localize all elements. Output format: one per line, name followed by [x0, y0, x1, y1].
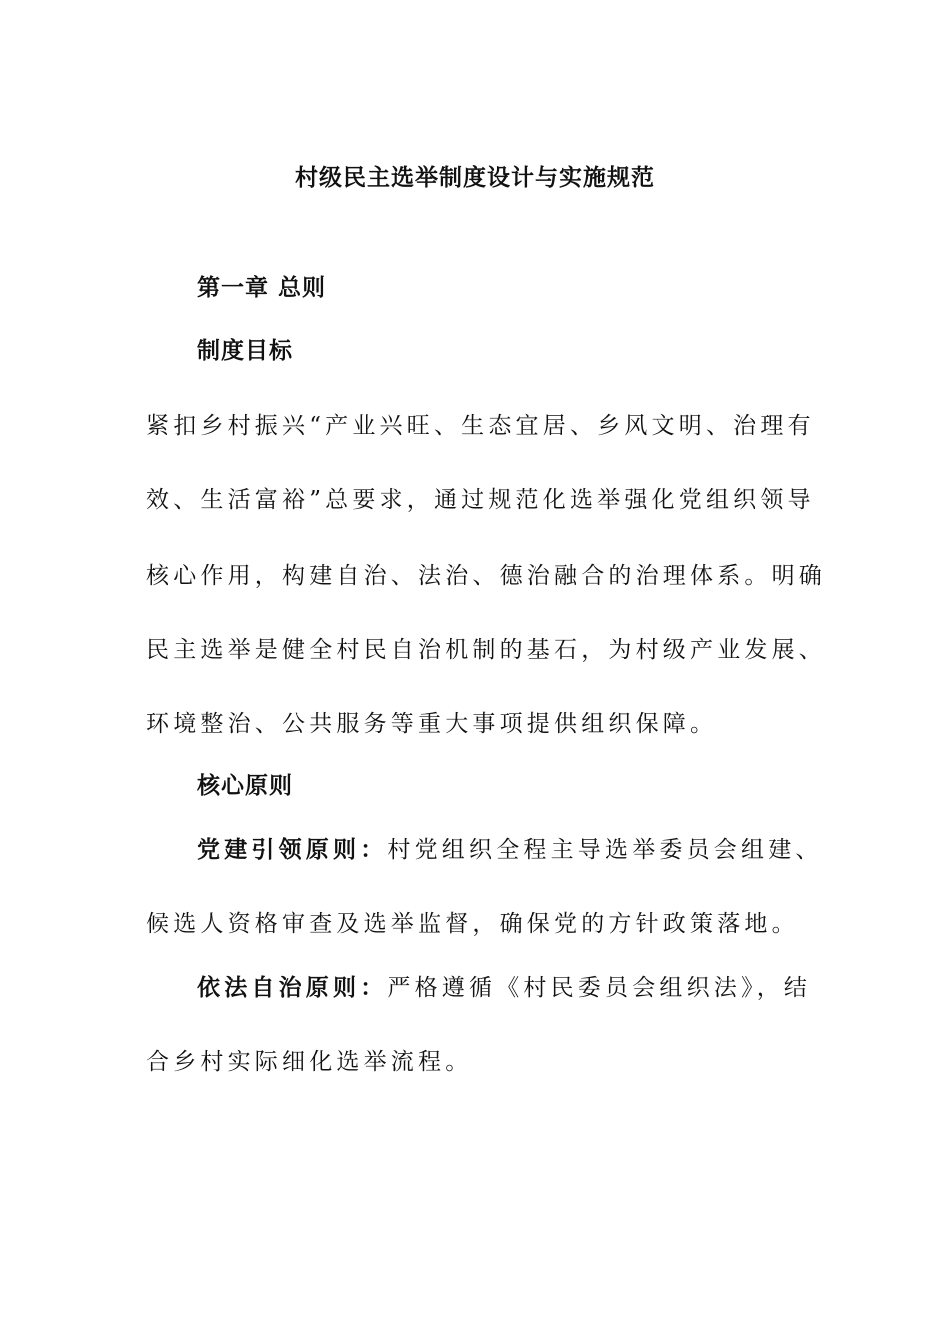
principle-text: 严格遵循《村民委员会组织法》，结 — [387, 975, 812, 1001]
principle-text: 村党组织全程主导选举委员会组建、 — [387, 837, 823, 863]
paragraph-line: 核心作用，构建自治、法治、德治融合的治理体系。明确 — [146, 563, 826, 589]
paragraph-line: 效、生活富裕”总要求，通过规范化选举强化党组织领导 — [146, 487, 815, 513]
paragraph-line: 民主选举是健全村民自治机制的基石，为村级产业发展、 — [146, 637, 826, 663]
document-title: 村级民主选举制度设计与实施规范 — [295, 164, 655, 191]
section-heading-goal: 制度目标 — [197, 337, 293, 364]
paragraph-line: 紧扣乡村振兴“产业兴旺、生态宜居、乡风文明、治理有 — [146, 413, 815, 439]
paragraph-line: 候选人资格审查及选举监督，确保党的方针政策落地。 — [146, 911, 799, 937]
chapter-heading: 第一章 总则 — [197, 274, 327, 301]
section-heading-principles: 核心原则 — [197, 772, 293, 799]
paragraph-line: 合乡村实际细化选举流程。 — [146, 1049, 473, 1075]
principle-label: 党建引领原则： — [197, 836, 388, 863]
paragraph-line — [197, 970, 811, 1006]
principle-label: 依法自治原则： — [197, 974, 388, 1001]
paragraph-line: 环境整治、公共服务等重大事项提供组织保障。 — [146, 711, 718, 737]
paragraph-line — [197, 832, 823, 868]
